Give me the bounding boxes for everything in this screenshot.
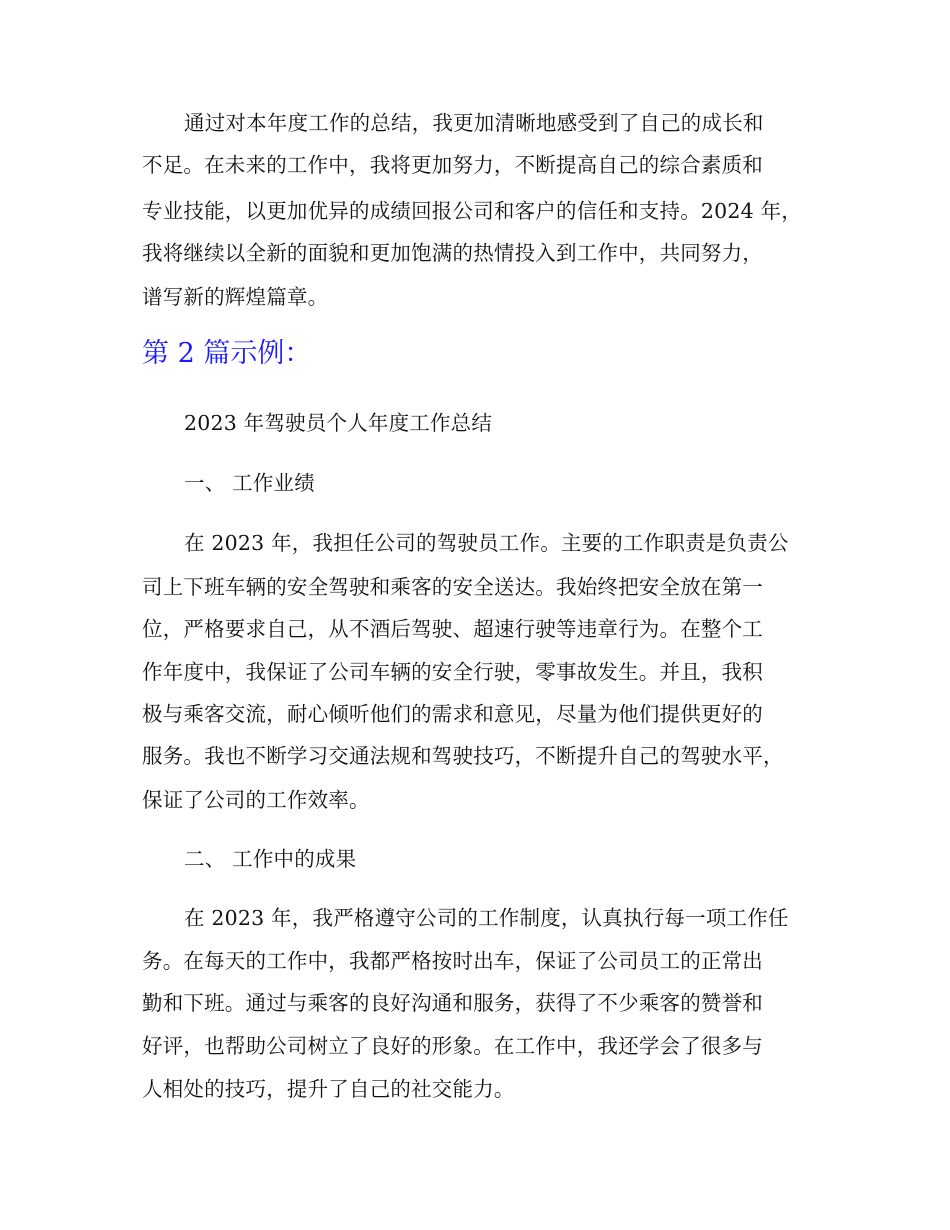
intro-line-4: 我将继续以全新的面貌和更加饱满的热情投入到工作中，共同努力， [142,241,763,265]
section-2-heading: 二、 工作中的成果 [184,847,357,871]
section-2-line-4: 好评，也帮助公司树立了良好的形象。在工作中，我还学会了很多与 [142,1034,763,1058]
section-2-line-5: 人相处的技巧，提升了自己的社交能力。 [142,1077,515,1101]
section-1-line-2: 司上下班车辆的安全驾驶和乘客的安全送达。我始终把安全放在第一 [142,575,763,599]
section-1-line-6: 服务。我也不断学习交通法规和驾驶技巧，不断提升自己的驾驶水平， [142,744,784,768]
section-2-line-2: 务。在每天的工作中，我都严格按时出车，保证了公司员工的正常出 [142,949,763,973]
doc-title: 2023 年驾驶员个人年度工作总结 [184,411,493,435]
section-1-line-4: 作年度中，我保证了公司车辆的安全行驶，零事故发生。并且，我积 [142,660,763,684]
intro-line-1: 通过对本年度工作的总结，我更加清晰地感受到了自己的成长和 [184,111,764,135]
section-1-line-1: 在 2023 年，我担任公司的驾驶员工作。主要的工作职责是负责公 [184,531,789,555]
section-1-line-5: 极与乘客交流，耐心倾听他们的需求和意见，尽量为他们提供更好的 [142,702,763,726]
section-1-heading: 一、 工作业绩 [184,471,315,495]
intro-line-3: 专业技能，以更加优异的成绩回报公司和客户的信任和支持。2024 年， [142,199,802,223]
section-1-line-3: 位，严格要求自己，从不酒后驾驶、超速行驶等违章行为。在整个工 [142,617,763,641]
section-1-line-7: 保证了公司的工作效率。 [142,788,370,812]
intro-line-2: 不足。在未来的工作中，我将更加努力，不断提高自己的综合素质和 [142,153,763,177]
intro-line-5: 谱写新的辉煌篇章。 [142,285,329,309]
section-2-line-1: 在 2023 年，我严格遵守公司的工作制度，认真执行每一项工作任 [184,906,789,930]
section-2-line-3: 勤和下班。通过与乘客的良好沟通和服务，获得了不少乘客的赞誉和 [142,991,763,1015]
example-heading: 第 2 篇示例： [142,338,312,369]
